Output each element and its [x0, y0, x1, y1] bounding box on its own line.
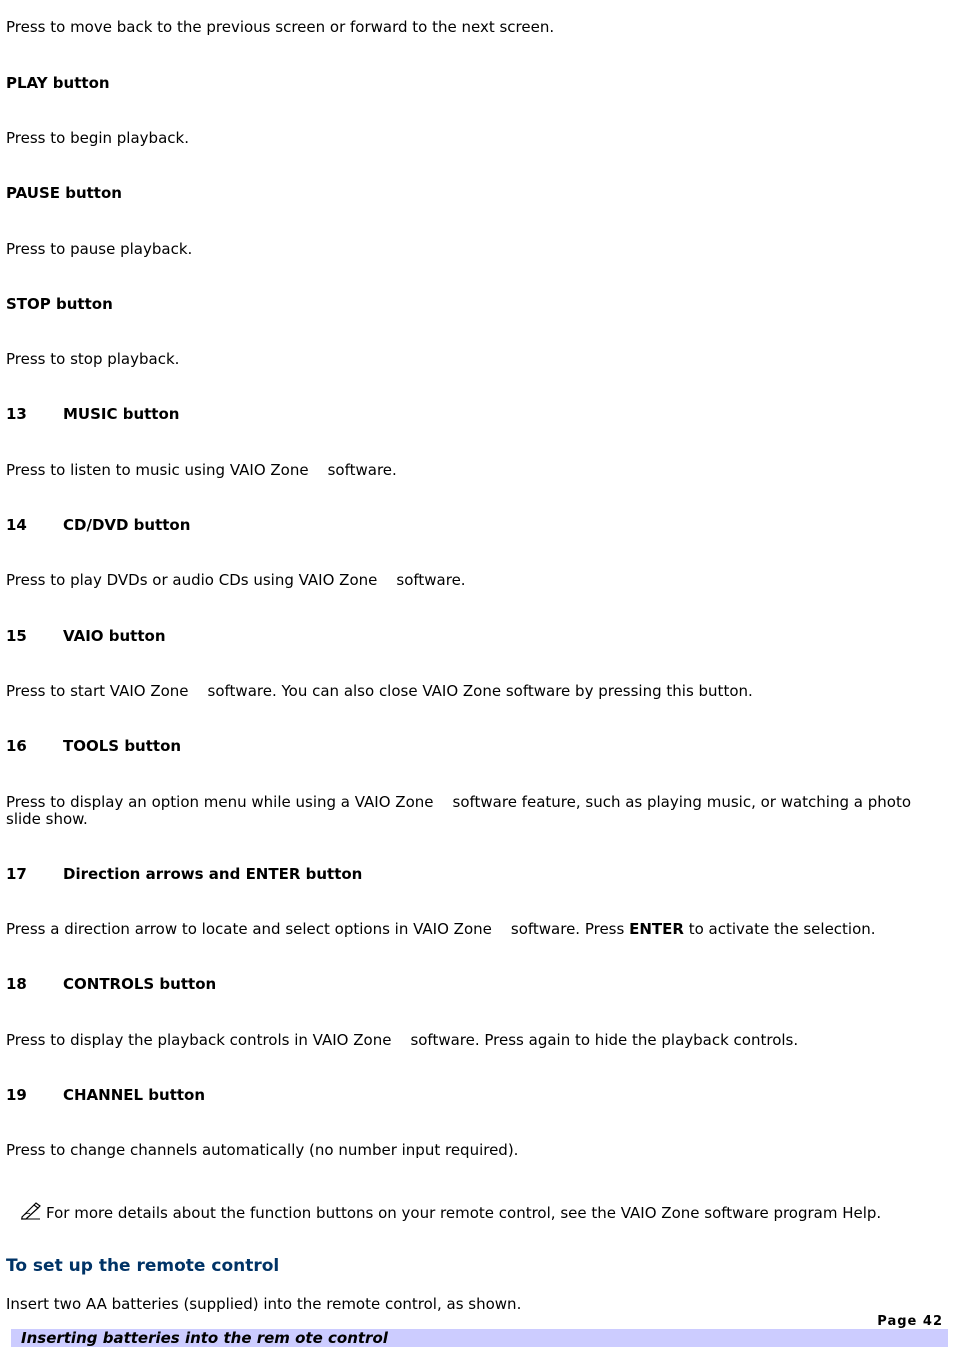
item-title: CONTROLS button — [63, 975, 217, 993]
pause-button-desc: Press to pause playback. — [6, 240, 193, 258]
item-desc-cd-dvd — [6, 572, 466, 589]
stop-button-heading: STOP button — [6, 295, 113, 313]
item-title: MUSIC button — [63, 405, 180, 423]
desc-part: software. You can also close VAIO Zone software by pressing this button. — [207, 682, 753, 700]
item-number: 16 — [6, 737, 27, 755]
desc-part: software. — [396, 571, 466, 589]
item-title: CD/DVD button — [63, 516, 191, 534]
desc-part: Press to start VAIO Zone — [6, 682, 189, 700]
play-button-desc: Press to begin playback. — [6, 129, 189, 147]
item-number: 14 — [6, 516, 27, 534]
desc-part: Press to display an option menu while using a VAIO Zone — [6, 793, 434, 811]
intro-text: Press to move back to the previous screen or forward to the next screen. — [6, 18, 555, 36]
item-heading-tools — [6, 738, 181, 755]
item-desc-vaio — [6, 683, 753, 700]
item-number: 18 — [6, 975, 27, 993]
item-heading-channel — [6, 1087, 205, 1104]
section-title: To set up the remote control — [6, 1256, 280, 1276]
play-button-heading: PLAY button — [6, 74, 110, 92]
desc-part: to activate the selection. — [688, 920, 876, 938]
item-number: 15 — [6, 627, 27, 645]
item-desc-controls — [6, 1032, 798, 1049]
section-text: Insert two AA batteries (supplied) into the remote control, as shown. — [6, 1295, 522, 1313]
desc-part: software. Press — [510, 920, 625, 938]
stop-button-desc: Press to stop playback. — [6, 350, 180, 368]
item-heading-cd-dvd — [6, 517, 190, 534]
item-desc-direction — [6, 921, 876, 938]
item-title: Direction arrows and ENTER button — [63, 865, 363, 883]
pause-button-heading: PAUSE button — [6, 184, 122, 202]
desc-part: software. — [327, 461, 397, 479]
item-heading-vaio — [6, 628, 166, 645]
item-number: 13 — [6, 405, 27, 423]
desc-part: Press to display the playback controls in VAIO Zone — [6, 1031, 392, 1049]
item-heading-music — [6, 406, 179, 423]
desc-part: software feature, such as playing music, or watching a photo slide show. — [6, 793, 911, 828]
enter-keyword: ENTER — [629, 920, 684, 938]
item-number: 17 — [6, 865, 27, 883]
item-title: CHANNEL button — [63, 1086, 206, 1104]
item-heading-direction — [6, 866, 362, 883]
desc-part: Press to listen to music using VAIO Zone — [6, 461, 309, 479]
page-number: Page 42 — [877, 1314, 943, 1329]
desc-part: software. Press again to hide the playback controls. — [410, 1031, 799, 1049]
desc-part: Press to change channels automatically (no number input required). — [6, 1141, 519, 1159]
item-desc-channel — [6, 1142, 518, 1159]
item-desc-tools — [6, 794, 936, 828]
desc-part: Press to play DVDs or audio CDs using VAIO Zone — [6, 571, 378, 589]
item-title: TOOLS button — [63, 737, 182, 755]
desc-part: Press a direction arrow to locate and select options in VAIO Zone — [6, 920, 492, 938]
figure-caption: Inserting batteries into the rem ote control — [21, 1329, 388, 1347]
figure-caption-bar — [11, 1329, 948, 1347]
note — [20, 1202, 881, 1222]
note-text: For more details about the function buttons on your remote control, see the VAIO Zone software program Help. — [46, 1204, 882, 1222]
item-number: 19 — [6, 1086, 27, 1104]
note-pencil-icon — [20, 1202, 40, 1220]
item-desc-music — [6, 462, 397, 479]
item-heading-controls — [6, 976, 216, 993]
item-title: VAIO button — [63, 627, 166, 645]
